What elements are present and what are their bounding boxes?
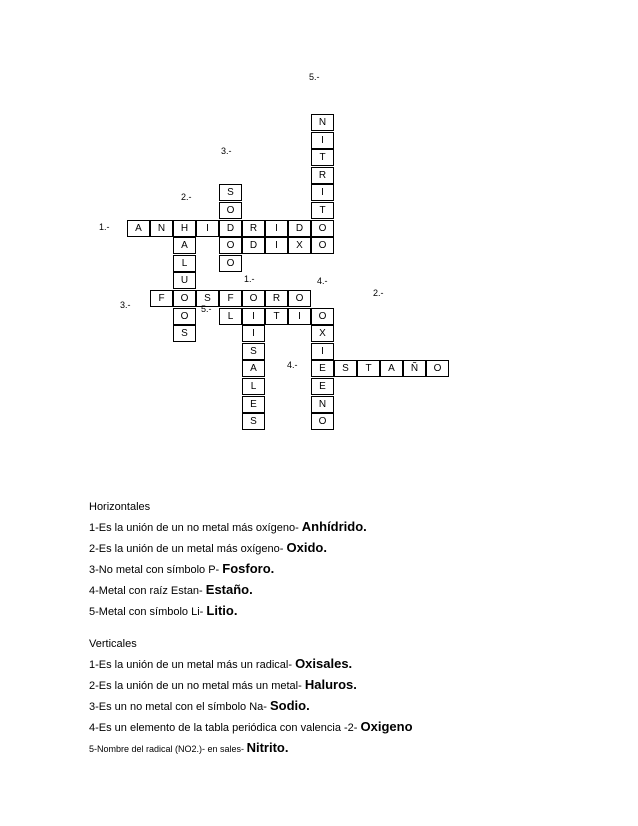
verticales-title: Verticales: [89, 638, 137, 650]
clue-text: 1-Es la unión de un metal más un radical-: [89, 659, 296, 671]
clue-answer: Fosforo.: [222, 561, 275, 576]
clue-text: 4-Metal con raíz Estan-: [89, 585, 206, 597]
horizontal-clue-4: [89, 583, 629, 598]
clue-number-v1: 1.-: [244, 274, 255, 284]
crossword-cell: I: [242, 308, 265, 325]
horizontal-clue-5: [89, 604, 629, 619]
crossword-cell: T: [311, 202, 334, 219]
clue-text: 1-Es la unión de un no metal más oxígeno-: [89, 522, 302, 534]
crossword-cell: I: [311, 132, 334, 149]
crossword-cell: I: [265, 220, 288, 237]
vertical-clue-4: [89, 720, 629, 735]
crossword-cell: A: [242, 360, 265, 377]
crossword-cell: E: [311, 360, 334, 377]
crossword-cell: S: [219, 184, 242, 201]
clues-section: [89, 500, 629, 762]
clue-text: 4-Es un elemento de la tabla periódica con valencia -2-: [89, 722, 361, 734]
crossword-cell: F: [150, 290, 173, 307]
crossword-cell: Ñ: [403, 360, 426, 377]
clue-number-v3: 3.-: [221, 146, 232, 156]
crossword-cell: O: [288, 290, 311, 307]
crossword-cell: O: [219, 237, 242, 254]
clue-number-h2: 2.-: [373, 288, 384, 298]
clue-text: 5-Metal con símbolo Li-: [89, 606, 207, 618]
clue-answer: Oxigeno: [360, 719, 413, 734]
clue-answer: Sodio.: [269, 698, 310, 713]
crossword-cell: X: [311, 325, 334, 342]
crossword-cell: R: [242, 220, 265, 237]
clue-answer: Haluros.: [304, 677, 357, 692]
clue-number-h3: 3.-: [120, 300, 131, 310]
clue-number-h1: 1.-: [99, 222, 110, 232]
clue-number-v2: 2.-: [181, 192, 192, 202]
clue-answer: Litio.: [206, 603, 238, 618]
clue-number-v4: 4.-: [317, 276, 328, 286]
crossword-cell: D: [242, 237, 265, 254]
clue-text: 5-Nombre del radical (NO2.)- en sales-: [89, 744, 247, 754]
crossword-cell: E: [311, 378, 334, 395]
clue-number-h5: 5.-: [201, 304, 212, 314]
clue-number-v5: 5.-: [309, 72, 320, 82]
crossword-cell: O: [219, 255, 242, 272]
clue-text: 2-Es la unión de un no metal más un metal-: [89, 680, 305, 692]
crossword-cell: T: [311, 149, 334, 166]
crossword-cell: I: [311, 343, 334, 360]
crossword-cell: O: [173, 308, 196, 325]
crossword-cell: R: [265, 290, 288, 307]
crossword-cell: I: [288, 308, 311, 325]
crossword-cell: D: [219, 220, 242, 237]
crossword-cell: U: [173, 272, 196, 289]
crossword-cell: D: [288, 220, 311, 237]
crossword-cell: O: [426, 360, 449, 377]
crossword-cell: T: [357, 360, 380, 377]
crossword-cell: X: [288, 237, 311, 254]
crossword-cell: I: [311, 184, 334, 201]
clue-answer: Nitrito.: [246, 740, 289, 755]
crossword-cell: A: [127, 220, 150, 237]
crossword-cell: N: [311, 114, 334, 131]
clue-answer: Estaño.: [205, 582, 253, 597]
crossword-cell: R: [311, 167, 334, 184]
horizontales-title: Horizontales: [89, 501, 151, 513]
horizontal-clue-1: [89, 520, 629, 535]
crossword-cell: N: [150, 220, 173, 237]
crossword-cell: L: [173, 255, 196, 272]
clue-text: 3-Es un no metal con el símbolo Na-: [89, 701, 270, 713]
vertical-clue-3: [89, 699, 629, 714]
crossword-cell: O: [311, 308, 334, 325]
crossword-cell: F: [219, 290, 242, 307]
crossword-cell: I: [196, 220, 219, 237]
crossword-cell: O: [311, 413, 334, 430]
crossword-cell: T: [265, 308, 288, 325]
crossword-cell: H: [173, 220, 196, 237]
crossword-cell: S: [196, 290, 219, 307]
vertical-clue-5: [89, 741, 629, 756]
crossword-cell: O: [173, 290, 196, 307]
crossword-cell: L: [242, 378, 265, 395]
crossword-cell: S: [242, 413, 265, 430]
clue-answer: Oxido.: [286, 540, 327, 555]
horizontal-clue-2: [89, 541, 629, 556]
crossword-cell: I: [265, 237, 288, 254]
crossword-cell: N: [311, 396, 334, 413]
crossword-cell: O: [242, 290, 265, 307]
clue-answer: Oxisales.: [295, 656, 353, 671]
clue-text: 2-Es la unión de un metal más oxígeno-: [89, 543, 287, 555]
crossword-cell: L: [219, 308, 242, 325]
vertical-clue-2: [89, 678, 629, 693]
crossword-cell: A: [380, 360, 403, 377]
crossword-cell: A: [173, 237, 196, 254]
crossword-cell: O: [311, 220, 334, 237]
crossword-cell: O: [311, 237, 334, 254]
crossword-cell: E: [242, 396, 265, 413]
clue-answer: Anhídrido.: [301, 519, 367, 534]
vertical-clue-1: [89, 657, 629, 672]
clue-number-h4: 4.-: [287, 360, 298, 370]
crossword-cell: S: [334, 360, 357, 377]
horizontal-clue-3: [89, 562, 629, 577]
crossword-cell: O: [219, 202, 242, 219]
clue-text: 3-No metal con símbolo P-: [89, 564, 223, 576]
crossword-cell: I: [242, 325, 265, 342]
crossword-cell: S: [173, 325, 196, 342]
crossword-cell: S: [242, 343, 265, 360]
